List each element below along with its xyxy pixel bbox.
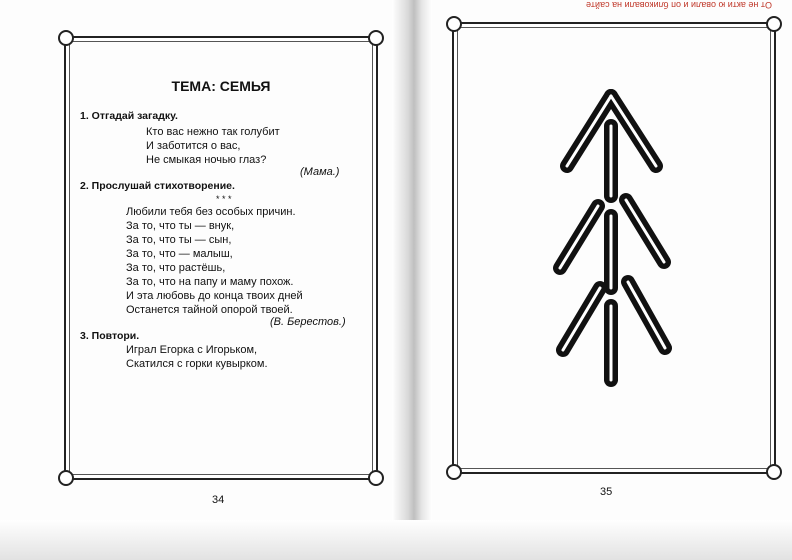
riddle-answer: (Мама.) (300, 166, 340, 178)
poem-author: (В. Берестов.) (270, 316, 346, 328)
poem-line: За то, что — малыш, (126, 248, 233, 260)
section-heading: 3. Повтори. (80, 330, 140, 342)
section-heading: 1. Отгадай загадку. (80, 110, 178, 122)
riddle-line: Не смыкая ночью глаз? (146, 154, 267, 166)
page-number-left: 34 (212, 494, 225, 506)
poem-stars: * * * (216, 194, 232, 204)
poem-line: Любили тебя без особых причин. (126, 206, 296, 218)
poem-line: За то, что ты — сын, (126, 234, 232, 246)
page-number-right: 35 (600, 486, 613, 498)
poem-line: И эта любовь до конца твоих дней (126, 290, 303, 302)
tongue-twister-line: Скатился с горки кувырком. (126, 358, 268, 370)
poem-line: Останется тайной опорой твоей. (126, 304, 293, 316)
poem-line: За то, что растёшь, (126, 262, 226, 274)
header-stamp: От не акти ю овали и оп бликовали на сайте (586, 0, 772, 10)
riddle-line: И заботится о вас, (146, 140, 241, 152)
poem-line: За то, что ты — внук, (126, 220, 235, 232)
riddle-line: Кто вас нежно так голубит (146, 126, 280, 138)
section-heading: 2. Прослушай стихотворение. (80, 180, 235, 192)
tongue-twister-line: Играл Егорка с Игорьком, (126, 344, 258, 356)
poem-line: За то, что на папу и маму похож. (126, 276, 294, 288)
page-title: ТЕМА: СЕМЬЯ (171, 78, 271, 94)
